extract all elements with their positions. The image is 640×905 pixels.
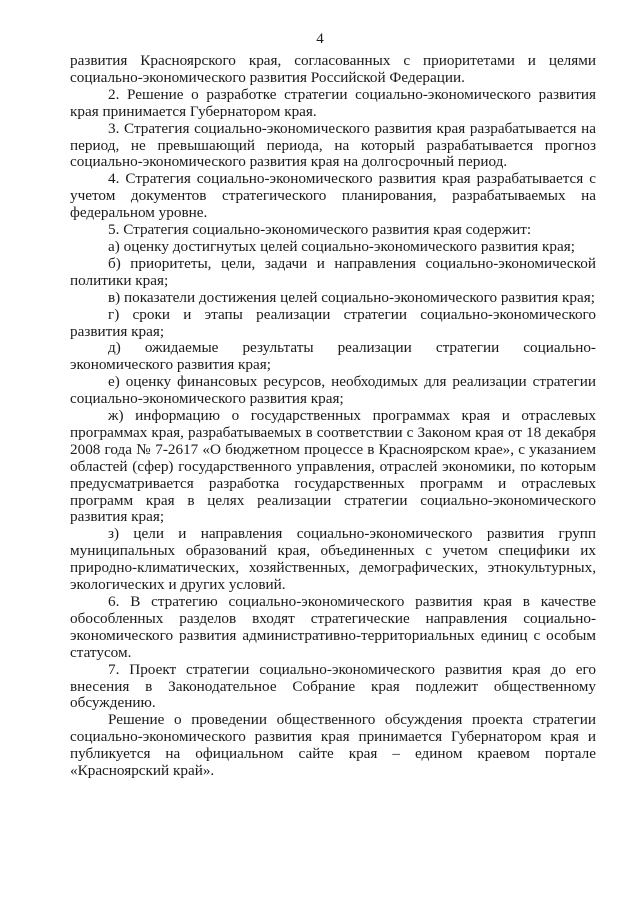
paragraph: 7. Проект стратегии социально-экономического развития края до его внесения в Законодательное Собрание края подлежит общественному обсуждению. xyxy=(70,660,596,712)
paragraph: з) цели и направления социально-экономического развития групп муниципальных образований края, объединенных с учетом специфики их природно-климатических, хозяйственных, демографических, этнокультурных, экологических и других условий. xyxy=(70,525,596,594)
paragraph: развития Красноярского края, согласованных с приоритетами и целями социально-экономического развития Российской Федерации. xyxy=(70,52,596,86)
paragraph: 3. Стратегия социально-экономического развития края разрабатывается на период, не превышающий периода, на который разрабатывается прогноз социально-экономического развития края на долгосрочный период. xyxy=(70,119,596,171)
page-number: 4 xyxy=(316,31,324,47)
paragraph: в) показатели достижения целей социально-экономического развития края; xyxy=(108,288,595,306)
paragraph: ж) информацию о государственных программах края и отраслевых программах края, разрабатываемых в соответствии с Законом края от 18 декабря 2008 года № 7-2617 «О бюджетном процессе в Красноярском крае», с указанием областей (сфер) государственного управления, отраслей экономики, по которым предусматривается разработка государственных программ и отраслевых программ края в целях реализации стратегии социально-экономического развития края; xyxy=(70,407,596,526)
paragraph: е) оценку финансовых ресурсов, необходимых для реализации стратегии социально-экономического развития края; xyxy=(70,373,596,408)
paragraph: 4. Стратегия социально-экономического развития края разрабатывается с учетом документов стратегического планирования, разрабатываемых на федеральном уровне. xyxy=(70,170,596,222)
paragraph: а) оценку достигнутых целей социально-экономического развития края; xyxy=(108,237,575,255)
paragraph: 6. В стратегию социально-экономического развития края в качестве обособленных разделов входят стратегические направления социально-экономического развития административно-территориальных единиц с особым статусом. xyxy=(70,593,596,661)
paragraph: г) сроки и этапы реализации стратегии социально-экономического развития края; xyxy=(70,305,596,340)
paragraph: 2. Решение о разработке стратегии социально-экономического развития края принимается Губернатором края. xyxy=(70,85,596,120)
paragraph: Решение о проведении общественного обсуждения проекта стратегии социально-экономического развития края принимается Губернатором края и публикуется на официальном сайте края – едином краевом портале «Красноярский край». xyxy=(70,711,596,780)
document-body xyxy=(70,53,596,780)
paragraph: д) ожидаемые результаты реализации стратегии социально-экономического развития края; xyxy=(70,339,596,374)
paragraph: 5. Стратегия социально-экономического развития края содержит: xyxy=(108,221,532,239)
paragraph: б) приоритеты, цели, задачи и направления социально-экономической политики края; xyxy=(70,254,596,289)
